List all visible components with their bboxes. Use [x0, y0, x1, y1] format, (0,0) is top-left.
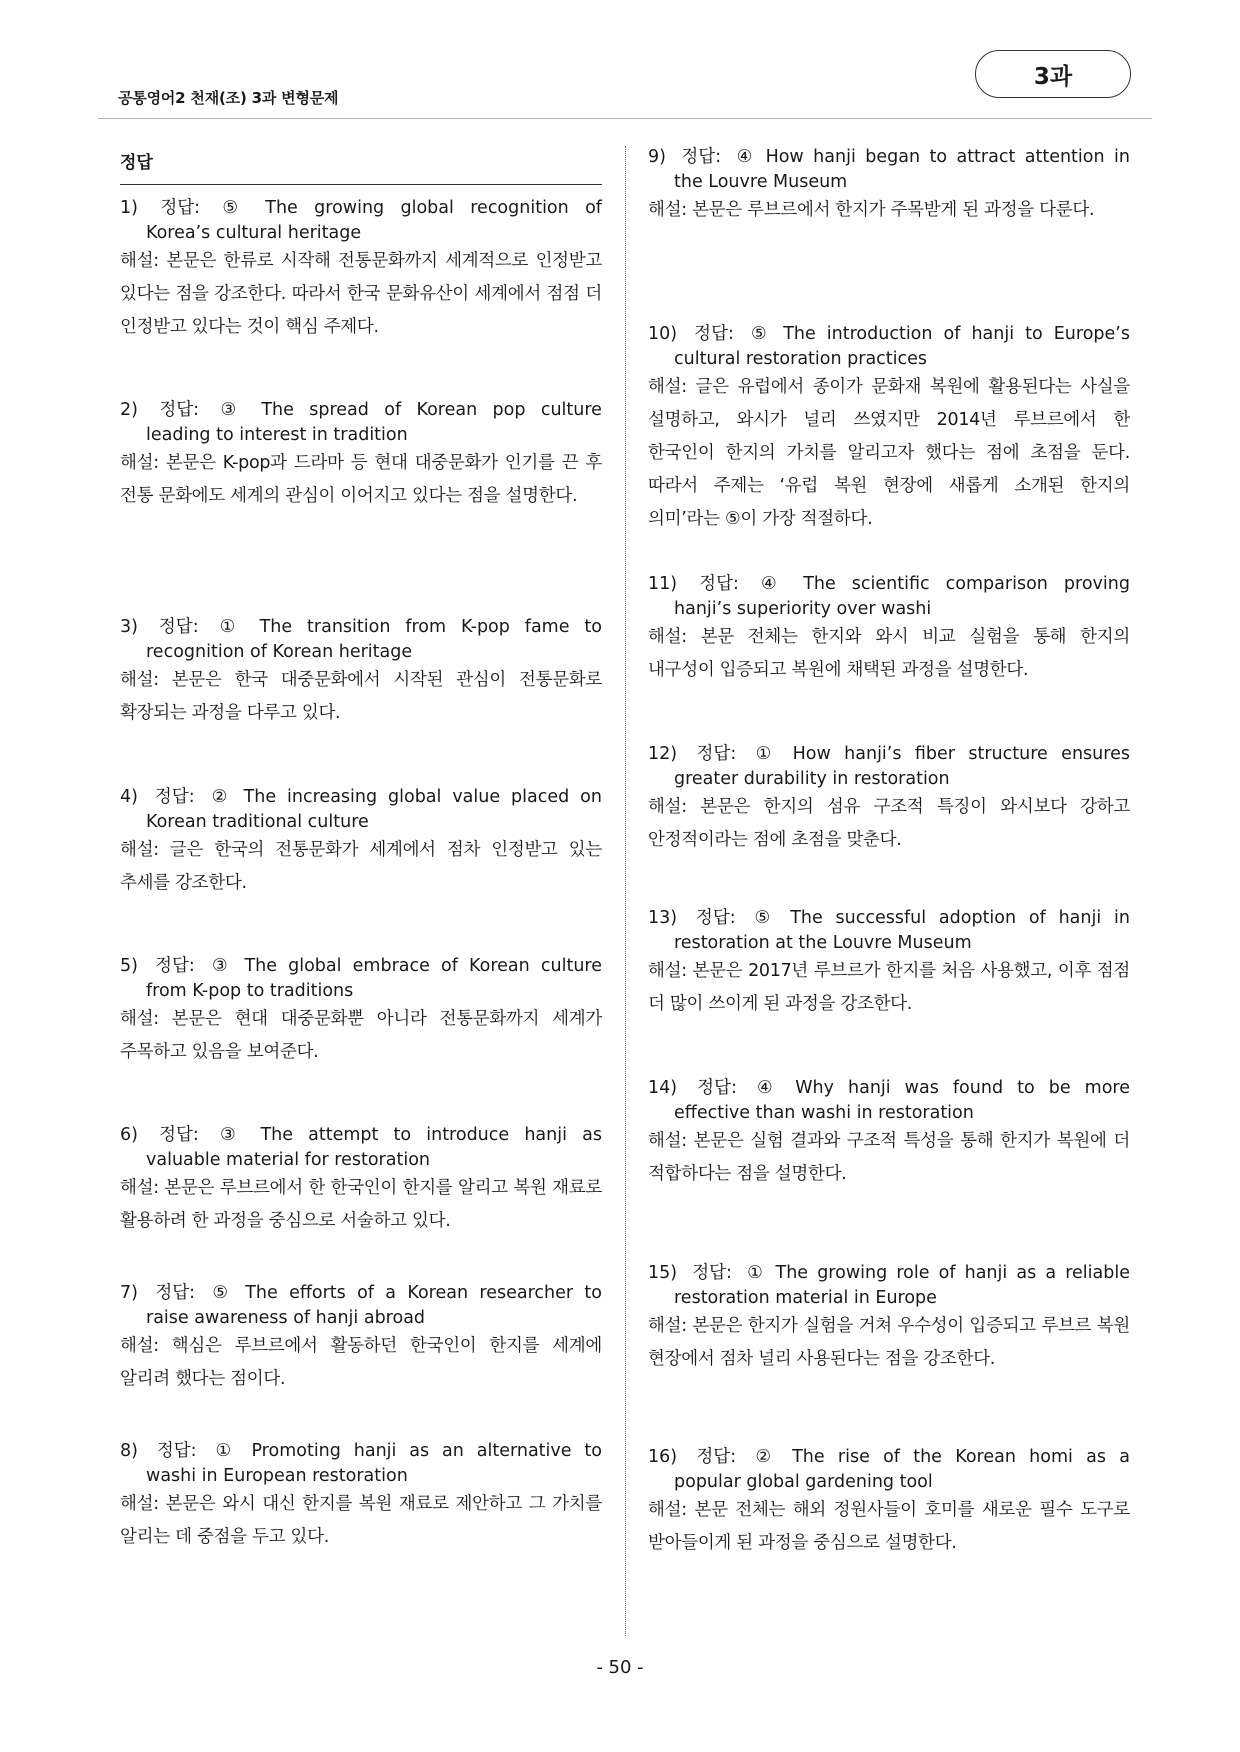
- answer-choice: ④: [756, 1078, 782, 1098]
- answer-label: 정답:: [694, 324, 734, 344]
- explanation: 해설: 글은 한국의 전통문화가 세계에서 점차 인정받고 있는 추세를 강조한다.: [120, 840, 602, 893]
- answer-text-cont: the Louvre Museum: [674, 172, 848, 192]
- answer-item-1: [120, 196, 602, 344]
- question-number: 6): [120, 1125, 138, 1145]
- page-number: - 50 -: [596, 1657, 644, 1678]
- question-number: 15): [648, 1263, 678, 1283]
- answer-item-16: [648, 1445, 1130, 1560]
- explanation: 해설: 글은 유럽에서 종이가 문화재 복원에 활용된다는 사실을 설명하고, 와시가 널리 쓰였지만 2014년 루브르에서 한 한국인이 한지의 가치를 알리고자 했다는 점에 초점을 둔다. 따라서 주제는 ‘유럽 복원 현장에 새롭게 소개된 한지의 의미’라는 ⑤이 가장 적절하다.: [648, 377, 1130, 529]
- answer-choice: ③: [220, 400, 246, 420]
- answer-choice: ⑤: [750, 324, 773, 344]
- question-number: 2): [120, 400, 138, 420]
- answer-line: [648, 572, 1130, 597]
- explanation: 해설: 본문은 와시 대신 한지를 복원 재료로 제안하고 그 가치를 알리는 데 중점을 두고 있다.: [120, 1494, 602, 1547]
- answer-choice: ①: [747, 1263, 767, 1283]
- answer-line: [648, 1076, 1130, 1101]
- answer-item-2: [120, 398, 602, 513]
- answer-label: 정답:: [155, 956, 195, 976]
- answer-line: [120, 398, 602, 423]
- answer-line: [120, 954, 602, 979]
- document-header-title: 공통영어2 천재(조) 3과 변형문제: [118, 89, 339, 107]
- explanation: 해설: 본문 전체는 한지와 와시 비교 실험을 통해 한지의 내구성이 입증되고 복원에 채택된 과정을 설명한다.: [648, 627, 1130, 680]
- answer-choice: ⑤: [222, 198, 249, 218]
- answer-text: The rise of the Korean homi as a: [792, 1447, 1130, 1467]
- answer-line: [648, 906, 1130, 931]
- question-number: 5): [120, 956, 138, 976]
- explanation: 해설: 본문은 현대 대중문화뿐 아니라 전통문화까지 세계가 주목하고 있음을 보여준다.: [120, 1009, 602, 1062]
- answer-text: The scientific comparison proving: [803, 574, 1130, 594]
- explanation: 해설: 본문은 한지가 실험을 거쳐 우수성이 입증되고 루브르 복원 현장에서 점차 널리 사용된다는 점을 강조한다.: [648, 1316, 1130, 1369]
- answer-text: The increasing global value placed on: [243, 787, 602, 807]
- answer-text: The attempt to introduce hanji as: [260, 1125, 602, 1145]
- answer-item-12: [648, 742, 1130, 857]
- section-rule: [120, 184, 602, 185]
- answer-item-10: [648, 322, 1130, 536]
- answer-text-cont: restoration material in Europe: [674, 1288, 937, 1308]
- answer-item-8: [120, 1439, 602, 1554]
- answer-text: The successful adoption of hanji in: [790, 908, 1130, 928]
- answer-choice: ①: [215, 1441, 239, 1461]
- answer-text: Why hanji was found to be more: [795, 1078, 1130, 1098]
- answer-item-13: [648, 906, 1130, 1021]
- question-number: 3): [120, 617, 138, 637]
- explanation: 해설: 핵심은 루브르에서 활동하던 한국인이 한지를 세계에 알리려 했다는 점이다.: [120, 1336, 602, 1389]
- answer-choice: ③: [220, 1125, 246, 1145]
- question-number: 16): [648, 1447, 678, 1467]
- answer-label: 정답:: [696, 744, 737, 764]
- answer-text: Promoting hanji as an alternative to: [251, 1441, 602, 1461]
- answer-choice: ④: [736, 147, 757, 167]
- question-number: 7): [120, 1283, 138, 1303]
- answer-choice: ①: [755, 744, 780, 764]
- explanation: 해설: 본문은 루브르에서 한지가 주목받게 된 과정을 다룬다.: [648, 200, 1095, 220]
- answer-text-cont: washi in European restoration: [146, 1466, 408, 1486]
- explanation: 해설: 본문은 한지의 섬유 구조적 특징이 와시보다 강하고 안정적이라는 점에 초점을 맞춘다.: [648, 797, 1130, 850]
- answer-line: [120, 1123, 602, 1148]
- question-number: 9): [648, 147, 666, 167]
- answer-line: [648, 1445, 1130, 1470]
- question-number: 13): [648, 908, 678, 928]
- answer-choice: ⑤: [212, 1283, 234, 1303]
- explanation: 해설: 본문 전체는 해외 정원사들이 호미를 새로운 필수 도구로 받아들이게 된 과정을 중심으로 설명한다.: [648, 1500, 1130, 1553]
- answer-text-cont: Korean traditional culture: [146, 812, 369, 832]
- question-number: 14): [648, 1078, 678, 1098]
- answer-line: [648, 742, 1130, 767]
- answer-text-cont: greater durability in restoration: [674, 769, 950, 789]
- answer-item-14: [648, 1076, 1130, 1191]
- answer-text-cont: recognition of Korean heritage: [146, 642, 413, 662]
- answer-text-cont: Korea’s cultural heritage: [146, 223, 362, 243]
- explanation: 해설: 본문은 실험 결과와 구조적 특성을 통해 한지가 복원에 더 적합하다는 점을 설명한다.: [648, 1131, 1130, 1184]
- answer-text-cont: popular global gardening tool: [674, 1472, 933, 1492]
- answer-label: 정답:: [699, 574, 739, 594]
- answer-choice: ②: [211, 787, 233, 807]
- answer-text-cont: valuable material for restoration: [146, 1150, 430, 1170]
- answer-label: 정답:: [695, 908, 736, 928]
- answer-item-5: [120, 954, 602, 1069]
- answer-text-cont: from K-pop to traditions: [146, 981, 354, 1001]
- answer-choice: ①: [219, 617, 245, 637]
- answer-line: [648, 1261, 1130, 1286]
- answer-line: [120, 615, 602, 640]
- answer-text-cont: leading to interest in tradition: [146, 425, 408, 445]
- answer-line: [648, 322, 1130, 347]
- answer-text: The growing global recognition of: [265, 198, 602, 218]
- answer-label: 정답:: [681, 147, 722, 167]
- answer-label: 정답:: [158, 617, 199, 637]
- answer-text: The global embrace of Korean culture: [244, 956, 602, 976]
- lesson-badge: 3과: [975, 50, 1131, 98]
- answer-choice: ②: [755, 1447, 779, 1467]
- answer-label: 정답:: [697, 1078, 737, 1098]
- answer-item-7: [120, 1281, 602, 1396]
- answer-line: [120, 1439, 602, 1464]
- explanation: 해설: 본문은 루브르에서 한 한국인이 한지를 알리고 복원 재료로 활용하려 한 과정을 중심으로 서술하고 있다.: [120, 1178, 602, 1231]
- answer-label: 정답:: [155, 1283, 196, 1303]
- answer-text-cont: effective than washi in restoration: [674, 1103, 974, 1123]
- answer-label: 정답:: [159, 1125, 199, 1145]
- answer-text-cont: restoration at the Louvre Museum: [674, 933, 972, 953]
- answer-text: The introduction of hanji to Europe’s: [783, 324, 1130, 344]
- explanation: 해설: 본문은 한류로 시작해 전통문화까지 세계적으로 인정받고 있다는 점을 강조한다. 따라서 한국 문화유산이 세계에서 점점 더 인정받고 있다는 것이 핵심 주제다.: [120, 251, 602, 337]
- header-rule: [98, 118, 1152, 119]
- answer-text-cont: cultural restoration practices: [674, 349, 928, 369]
- answer-item-9: [648, 145, 1130, 227]
- answer-label: 정답:: [692, 1263, 732, 1283]
- answer-text: The transition from K-pop fame to: [259, 617, 602, 637]
- question-number: 10): [648, 324, 678, 344]
- answer-text-cont: raise awareness of hanji abroad: [146, 1308, 426, 1328]
- explanation: 해설: 본문은 K-pop과 드라마 등 현대 대중문화가 인기를 끈 후 전통 문화에도 세계의 관심이 이어지고 있다는 점을 설명한다.: [120, 453, 602, 506]
- answer-item-6: [120, 1123, 602, 1238]
- answer-item-4: [120, 785, 602, 900]
- answer-label: 정답:: [159, 400, 200, 420]
- question-number: 4): [120, 787, 138, 807]
- question-number: 12): [648, 744, 678, 764]
- question-number: 8): [120, 1441, 138, 1461]
- question-number: 11): [648, 574, 678, 594]
- answer-line: [120, 196, 602, 221]
- answer-text-cont: hanji’s superiority over washi: [674, 599, 932, 619]
- answer-choice: ④: [760, 574, 788, 594]
- answer-label: 정답:: [696, 1447, 737, 1467]
- answer-text: The spread of Korean pop culture: [261, 400, 602, 420]
- explanation: 해설: 본문은 한국 대중문화에서 시작된 관심이 전통문화로 확장되는 과정을 다루고 있다.: [120, 670, 602, 723]
- answer-line: [120, 785, 602, 810]
- answer-item-11: [648, 572, 1130, 687]
- answer-text: How hanji began to attract attention in: [765, 147, 1130, 167]
- answer-label: 정답:: [156, 1441, 197, 1461]
- answer-item-15: [648, 1261, 1130, 1376]
- answer-label: 정답:: [160, 198, 201, 218]
- answer-item-3: [120, 615, 602, 730]
- question-number: 1): [120, 198, 138, 218]
- answer-label: 정답:: [154, 787, 195, 807]
- answer-text: The growing role of hanji as a reliable: [775, 1263, 1130, 1283]
- answer-line: [120, 1281, 602, 1306]
- answer-text: The efforts of a Korean researcher to: [245, 1283, 602, 1303]
- answer-choice: ⑤: [754, 908, 778, 928]
- answer-choice: ③: [212, 956, 234, 976]
- answer-text: How hanji’s fiber structure ensures: [792, 744, 1130, 764]
- explanation: 해설: 본문은 2017년 루브르가 한지를 처음 사용했고, 이후 점점 더 많이 쓰이게 된 과정을 강조한다.: [648, 961, 1130, 1014]
- answer-line: [648, 145, 1130, 170]
- column-divider: [625, 146, 626, 1636]
- section-title: 정답: [120, 153, 153, 173]
